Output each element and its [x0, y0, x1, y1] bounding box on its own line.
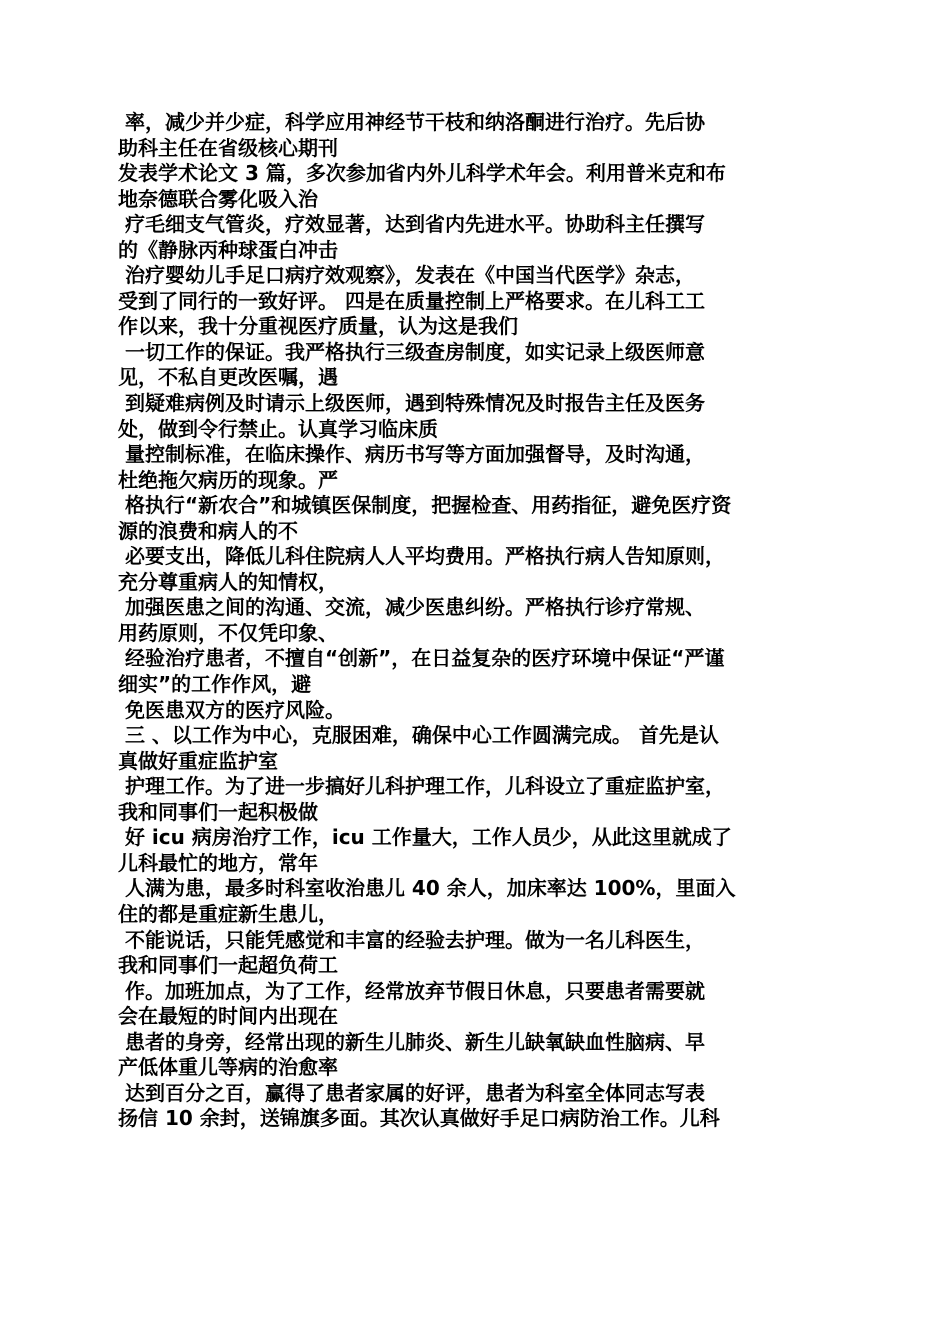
text-line: 必要支出，降低儿科住院病人人平均费用。严格执行病人告知原则， [118, 544, 725, 569]
text-line: 会在最短的时间内出现在 [118, 1004, 338, 1029]
text-line: 不能说话，只能凭感觉和丰富的经验去护理。做为一名儿科医生， [118, 927, 705, 952]
text-line: 我和同事们一起积极做 [118, 799, 318, 824]
text-line: 的《静脉丙种球蛋白冲击 [118, 237, 338, 262]
text-line: 充分尊重病人的知情权， [118, 569, 338, 594]
body-text [118, 110, 838, 1132]
text-line: 杜绝拖欠病历的现象。严 [118, 467, 338, 492]
text-line: 儿科最忙的地方，常年 [118, 850, 318, 875]
text-line: 到疑难病例及时请示上级医师，遇到特殊情况及时报告主任及医务 [118, 391, 705, 416]
text-line: 好 icu 病房治疗工作，icu 工作量大，工作人员少，从此这里就成了 [118, 825, 732, 850]
text-line: 一切工作的保证。我严格执行三级查房制度，如实记录上级医师意 [118, 339, 705, 364]
text-line: 源的浪费和病人的不 [118, 518, 298, 543]
text-line: 治疗婴幼儿手足口病疗效观察》，发表在《中国当代医学》杂志， [118, 263, 695, 288]
text-line: 人满为患，最多时科室收治患儿 40 余人，加床率达 100%，里面入 [118, 876, 736, 901]
text-line: 作。加班加点，为了工作，经常放弃节假日休息，只要患者需要就 [118, 978, 705, 1003]
text-line: 真做好重症监护室 [118, 748, 278, 773]
text-line: 住的都是重症新生患儿， [118, 901, 338, 926]
text-line: 见，不私自更改医嘱，遇 [118, 365, 338, 390]
text-line: 患者的身旁，经常出现的新生儿肺炎、新生儿缺氧缺血性脑病、早 [118, 1029, 705, 1054]
text-line: 地奈德联合雾化吸入治 [118, 186, 318, 211]
text-line: 护理工作。为了进一步搞好儿科护理工作，儿科设立了重症监护室， [118, 774, 725, 799]
text-line: 发表学术论文 3 篇，多次参加省内外儿科学术年会。利用普米克和布 [118, 161, 726, 186]
text-line: 细实”的工作作风，避 [118, 672, 312, 697]
text-line: 助科主任在省级核心期刊 [118, 135, 338, 160]
text-line: 扬信 10 余封，送锦旗多面。其次认真做好手足口病防治工作。儿科 [118, 1106, 720, 1131]
text-line: 加强医患之间的沟通、交流，减少医患纠纷。严格执行诊疗常规、 [118, 595, 705, 620]
text-line: 处，做到令行禁止。认真学习临床质 [118, 416, 438, 441]
text-line: 我和同事们一起超负荷工 [118, 953, 338, 978]
text-line: 达到百分之百，赢得了患者家属的好评，患者为科室全体同志写表 [118, 1080, 705, 1105]
text-line: 率，减少并少症，科学应用神经节干枝和纳洛酮进行治疗。先后协 [118, 110, 705, 134]
text-line: 作以来，我十分重视医疗质量，认为这是我们 [118, 314, 518, 339]
text-line: 经验治疗患者，不擅自“创新”，在日益复杂的医疗环境中保证“严谨 [118, 646, 725, 671]
text-line: 产低体重儿等病的治愈率 [118, 1055, 338, 1080]
text-line: 用药原则，不仅凭印象、 [118, 620, 338, 645]
text-line: 受到了同行的一致好评。 四是在质量控制上严格要求。在儿科工工 [118, 288, 705, 313]
text-line: 疗毛细支气管炎，疗效显著，达到省内先进水平。协助科主任撰写 [118, 212, 705, 237]
text-line: 格执行“新农合”和城镇医保制度，把握检查、用药指征，避免医疗资 [118, 493, 732, 518]
text-line: 量控制标准，在临床操作、病历书写等方面加强督导，及时沟通， [118, 442, 705, 467]
text-line: 免医患双方的医疗风险。 [118, 697, 345, 722]
text-line: 三 、以工作为中心，克服困难，确保中心工作圆满完成。 首先是认 [118, 723, 719, 748]
